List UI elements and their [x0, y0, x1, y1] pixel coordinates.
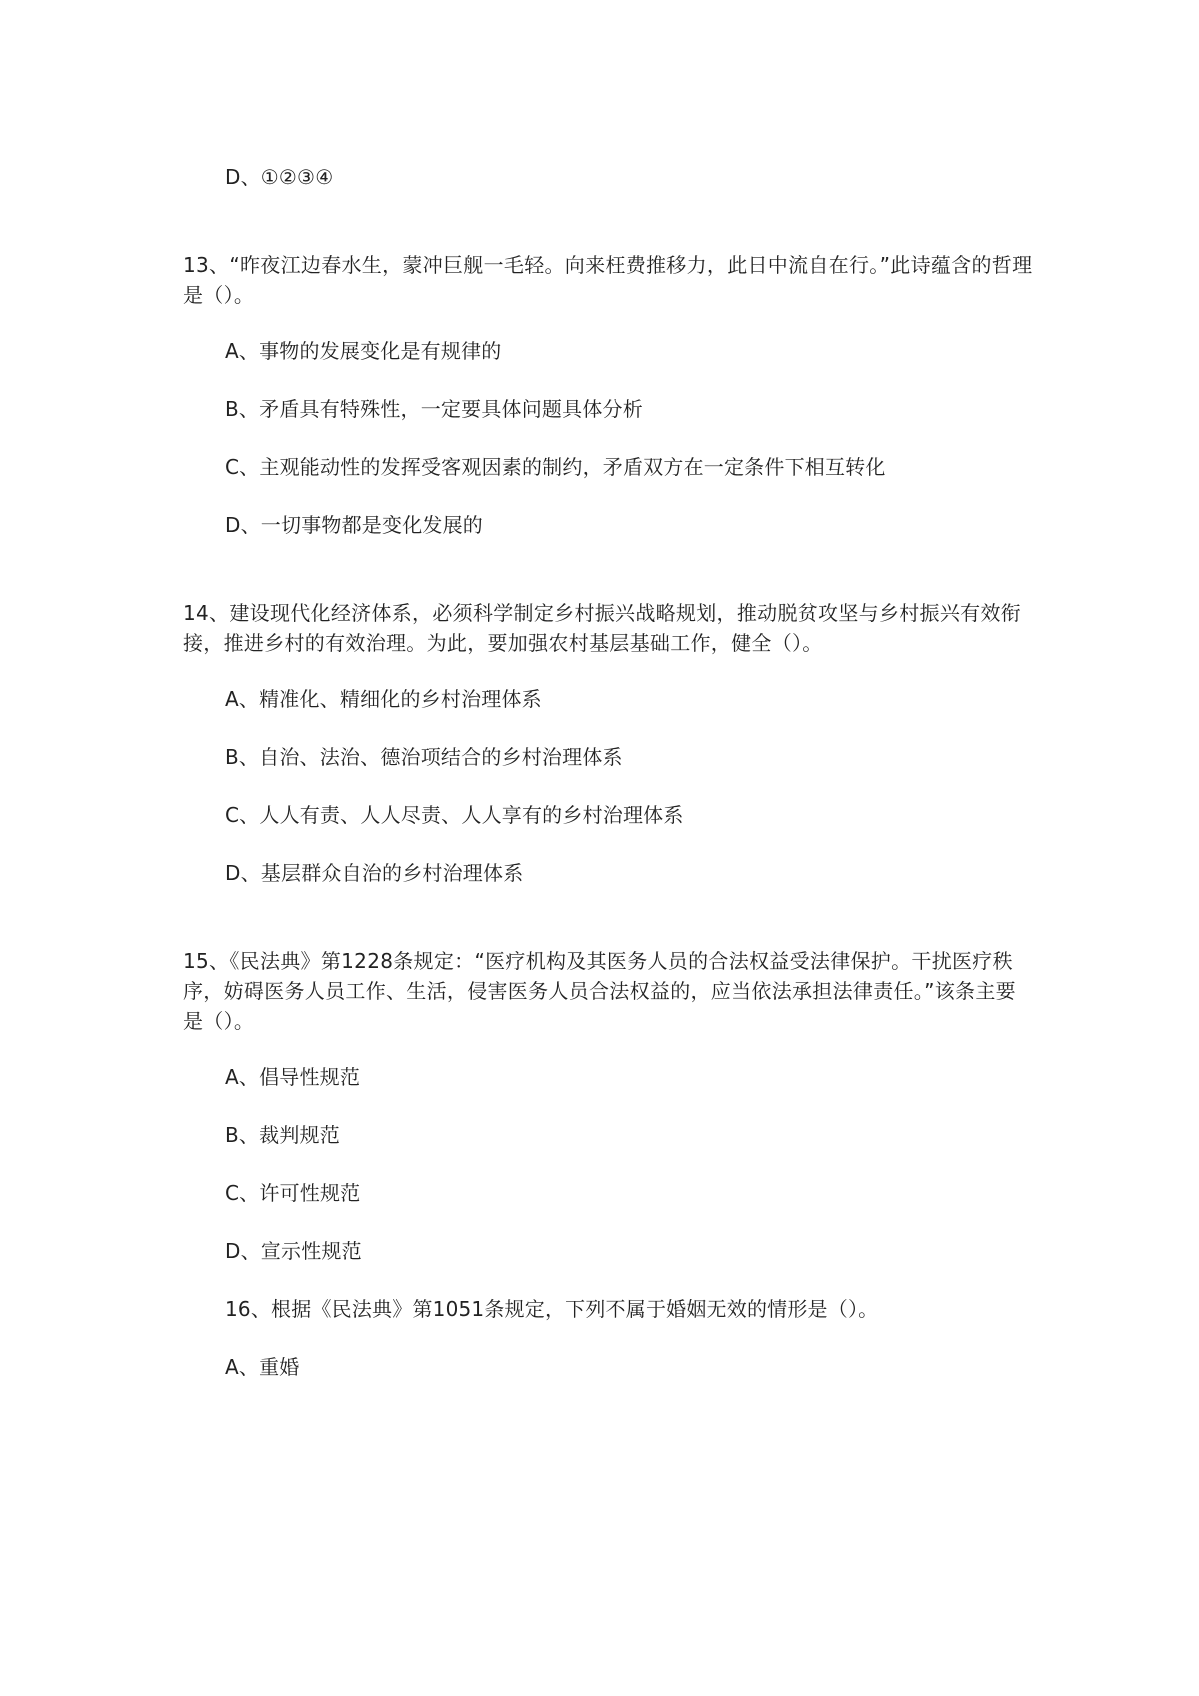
q14-option-c: C、人人有责、人人尽责、人人享有的乡村治理体系 [225, 803, 684, 827]
q15-option-c: C、许可性规范 [225, 1181, 361, 1205]
q13-option-d: D、一切事物都是变化发展的 [225, 513, 484, 537]
q14-option-b: B、自治、法治、德治项结合的乡村治理体系 [225, 745, 623, 769]
q15-option-a: A、倡导性规范 [225, 1065, 361, 1089]
q13-option-a: A、事物的发展变化是有规律的 [225, 339, 502, 363]
q15-stem: 15、《民法典》第1228条规定：“医疗机构及其医务人员的合法权益受法律保护。干扰医疗秩序，妨碍医务人员工作、生活，侵害医务人员合法权益的，应当依法承担法律责任。”该条主要是（）。 [183, 949, 1016, 1033]
q15-option-d: D、宣示性规范 [225, 1239, 362, 1263]
q14-option-d: D、基层群众自治的乡村治理体系 [225, 861, 524, 885]
q16-option-a: A、重婚 [225, 1355, 300, 1379]
q14-stem: 14、建设现代化经济体系，必须科学制定乡村振兴战略规划，推动脱贫攻坚与乡村振兴有效衔接，推进乡村的有效治理。为此，要加强农村基层基础工作，健全（）。 [183, 601, 1022, 655]
q12-option-d: D、①②③④ [225, 165, 334, 189]
q14-option-a: A、精准化、精细化的乡村治理体系 [225, 687, 542, 711]
q13-option-c: C、主观能动性的发挥受客观因素的制约，矛盾双方在一定条件下相互转化 [225, 455, 886, 479]
q15-option-b: B、裁判规范 [225, 1123, 340, 1147]
q13-option-b: B、矛盾具有特殊性，一定要具体问题具体分析 [225, 397, 643, 421]
q13-stem: 13、“昨夜江边春水生，蒙冲巨舰一毛轻。向来枉费推移力，此日中流自在行。”此诗蕴含的哲理是（）。 [183, 253, 1033, 307]
q16-stem: 16、根据《民法典》第1051条规定，下列不属于婚姻无效的情形是（）。 [225, 1297, 879, 1321]
